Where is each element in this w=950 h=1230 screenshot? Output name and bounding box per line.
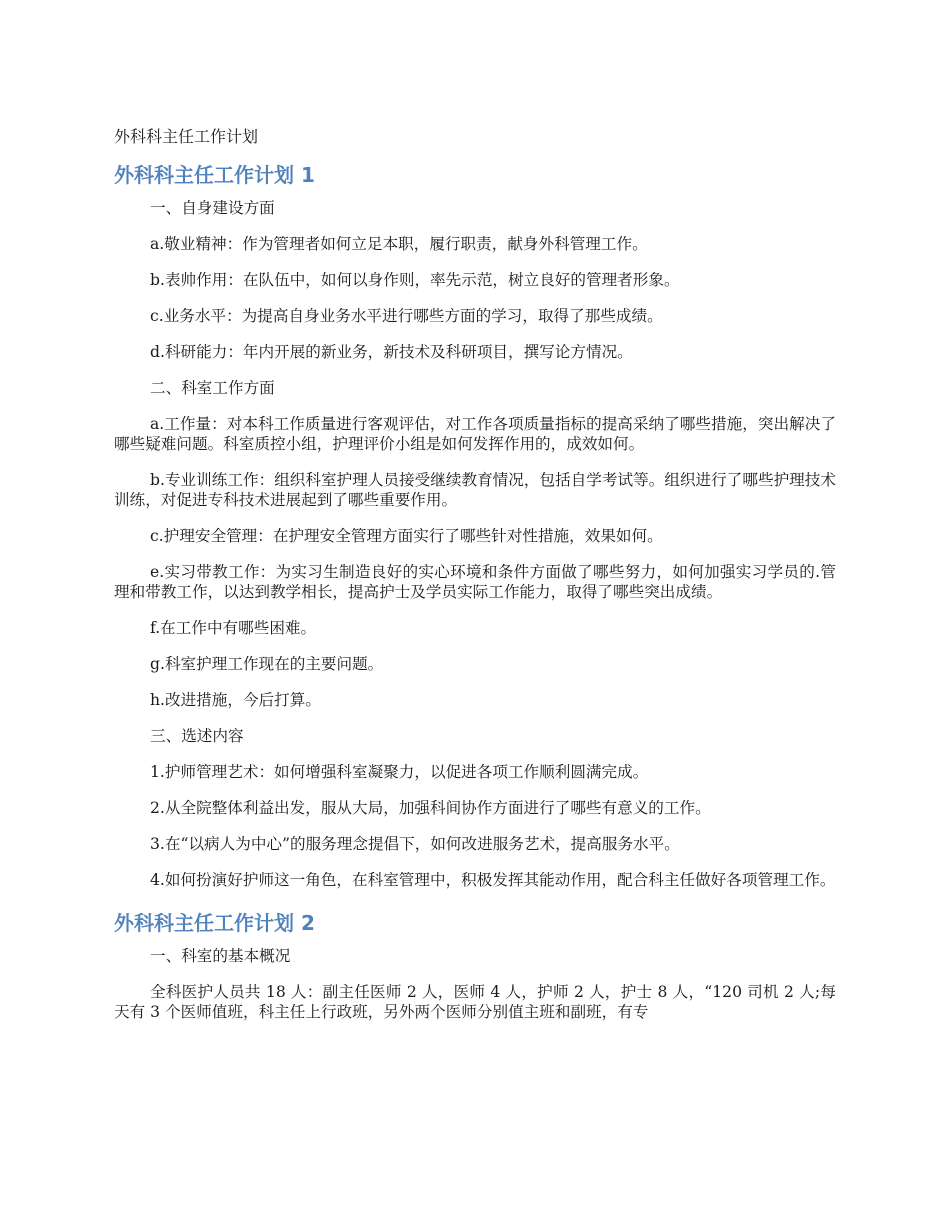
section-1 <box>114 160 836 890</box>
paragraph: b.专业训练工作：组织科室护理人员接受继续教育情况，包括自学考试等。组织进行了哪些护理技术训练，对促进专科技术进展起到了哪些重要作用。 <box>114 471 836 509</box>
section-2 <box>114 908 836 1022</box>
paragraph: g.科室护理工作现在的主要问题。 <box>150 655 384 673</box>
paragraph: 三、选述内容 <box>150 727 244 745</box>
paragraph: e.实习带教工作：为实习生制造良好的实心环境和条件方面做了哪些努力，如何加强实习学员的.管理和带教工作，以达到教学相长，提高护士及学员实际工作能力，取得了哪些突出成绩。 <box>114 563 836 601</box>
paragraph: h.改进措施，今后打算。 <box>150 691 321 709</box>
paragraph: 3.在“以病人为中心”的服务理念提倡下，如何改进服务艺术，提高服务水平。 <box>150 835 680 853</box>
paragraph: b.表帅作用：在队伍中，如何以身作则，率先示范，树立良好的管理者形象。 <box>150 271 680 289</box>
section-1-heading: 外科科主任工作计划 1 <box>114 163 315 187</box>
document-title: 外科科主任工作计划 <box>114 127 259 146</box>
paragraph: 一、科室的基本概况 <box>150 947 291 965</box>
paragraph: f.在工作中有哪些困难。 <box>150 619 317 637</box>
paragraph: 1.护师管理艺术：如何增强科室凝聚力，以促进各项工作顺利圆满完成。 <box>150 763 649 781</box>
paragraph: d.科研能力：年内开展的新业务，新技术及科研项目，撰写论方情况。 <box>150 343 633 361</box>
section-2-heading: 外科科主任工作计划 2 <box>114 911 315 935</box>
paragraph: 全科医护人员共 18 人：副主任医师 2 人，医师 4 人，护师 2 人，护士 8 人，“120 司机 2 人;每天有 3 个医师值班，科主任上行政班，另外两个医师分别值主班和副班，有专 <box>114 983 836 1021</box>
paragraph: a.工作量：对本科工作质量进行客观评估，对工作各项质量指标的提高采纳了哪些措施，突出解决了哪些疑难问题。科室质控小组，护理评价小组是如何发挥作用的，成效如何。 <box>114 415 836 453</box>
paragraph: 2.从全院整体利益出发，服从大局，加强科间协作方面进行了哪些有意义的工作。 <box>150 799 711 817</box>
paragraph: a.敬业精神：作为管理者如何立足本职，履行职责，献身外科管理工作。 <box>150 235 648 253</box>
paragraph: c.业务水平：为提高自身业务水平进行哪些方面的学习，取得了那些成绩。 <box>150 307 663 325</box>
paragraph: c.护理安全管理：在护理安全管理方面实行了哪些针对性措施，效果如何。 <box>150 527 663 545</box>
paragraph: 4.如何扮演好护师这一角色，在科室管理中，积极发挥其能动作用，配合科主任做好各项管理工作。 <box>150 871 836 889</box>
paragraph: 一、自身建设方面 <box>150 199 275 217</box>
paragraph: 二、科室工作方面 <box>150 379 275 397</box>
